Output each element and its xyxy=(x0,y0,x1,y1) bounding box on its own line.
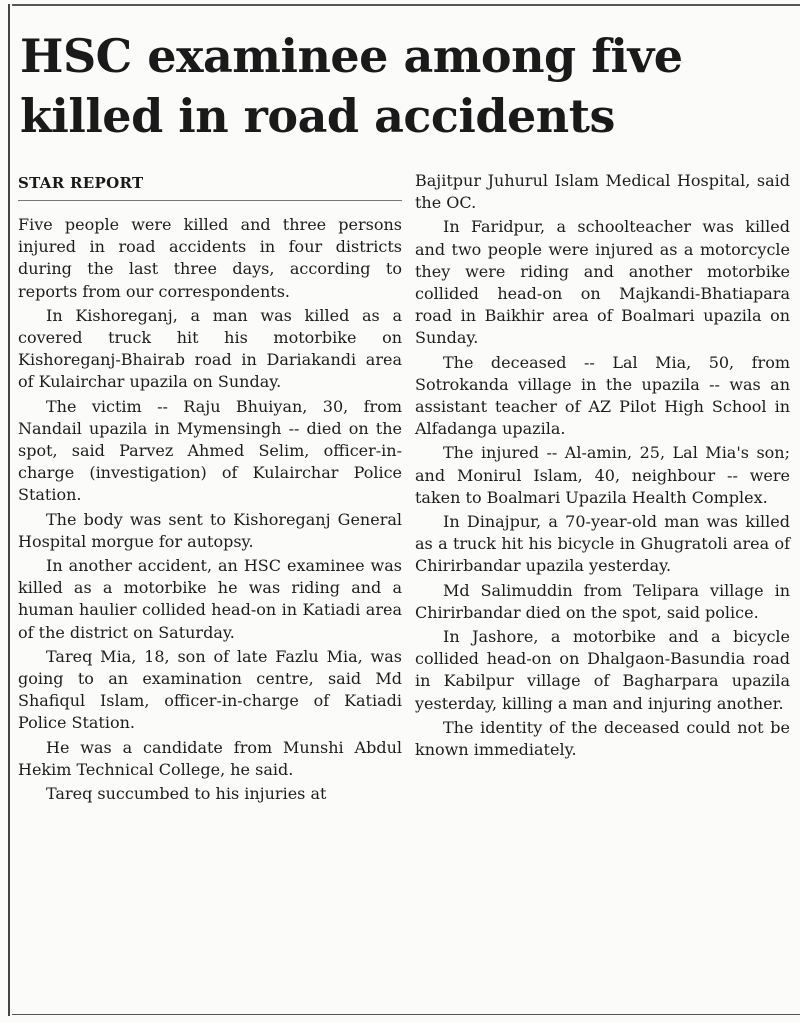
left-column xyxy=(18,214,402,807)
paragraph: In another accident, an HSC examinee was killed as a motorbike he was riding and a human haulier collided head-on in Katiadi area of the district on Saturday. xyxy=(18,556,402,642)
paragraph: In Dinajpur, a 70-year-old man was killed as a truck hit his bicycle in Ghugratoli area of Chirirbandar upazila yesterday. xyxy=(415,512,790,576)
left-border-rule xyxy=(8,4,10,1016)
paragraph: The deceased -- Lal Mia, 50, from Sotrokanda village in the upazila -- was an assistant teacher of AZ Pilot High School in Alfadanga upazila. xyxy=(415,352,790,439)
headline-line-1: HSC examinee among five xyxy=(20,29,683,83)
paragraph: Tareq Mia, 18, son of late Fazlu Mia, was going to an examination centre, said Md Shafiqul Islam, officer-in-charge of Katiadi Police Station. xyxy=(18,646,402,733)
top-border-rule xyxy=(12,4,800,6)
paragraph: In Kishoreganj, a man was killed as a covered truck hit his motorbike on Kishoreganj-Bhairab road in Dariakandi area of Kulairchar upazila on Sunday. xyxy=(18,305,402,392)
bottom-border-rule xyxy=(12,1014,800,1015)
paragraph: Md Salimuddin from Telipara village in Chirirbandar died on the spot, said police. xyxy=(415,580,790,622)
paragraph: Five people were killed and three persons injured in road accidents in four districts during the last three days, according to reports from our correspondents. xyxy=(18,215,402,301)
paragraph: He was a candidate from Munshi Abdul Hekim Technical College, he said. xyxy=(18,737,402,779)
byline: STAR REPORT xyxy=(18,174,144,192)
paragraph: The injured -- Al-amin, 25, Lal Mia's son; and Monirul Islam, 40, neighbour -- were taken to Boalmari Upazila Health Complex. xyxy=(415,443,790,507)
byline-rule xyxy=(18,200,402,201)
paragraph: The identity of the deceased could not be known immediately. xyxy=(415,717,790,760)
paragraph: The victim -- Raju Bhuiyan, 30, from Nandail upazila in Mymensingh -- died on the spot, said Parvez Ahmed Selim, officer-in-charge (investigation) of Kulairchar Police Station. xyxy=(18,396,402,505)
paragraph: The body was sent to Kishoreganj General Hospital morgue for autopsy. xyxy=(18,509,402,551)
paragraph: In Jashore, a motorbike and a bicycle collided head-on on Dhalgaon-Basundia road in Kabilpur village of Bagharpara upazila yesterday, killing a man and injuring another. xyxy=(415,627,790,713)
paragraph: Tareq succumbed to his injuries at xyxy=(46,784,327,804)
right-column xyxy=(415,170,790,763)
paragraph: Bajitpur Juhurul Islam Medical Hospital, said the OC. xyxy=(415,171,790,213)
headline xyxy=(20,26,790,146)
paragraph: In Faridpur, a schoolteacher was killed and two people were injured as a motorcycle they were riding and another motorbike collided head-on on Majkandi-Bhatiapara road in Baikhir area of Boalmari upazila on Sunday. xyxy=(415,217,790,348)
headline-line-2: killed in road accidents xyxy=(20,89,615,143)
